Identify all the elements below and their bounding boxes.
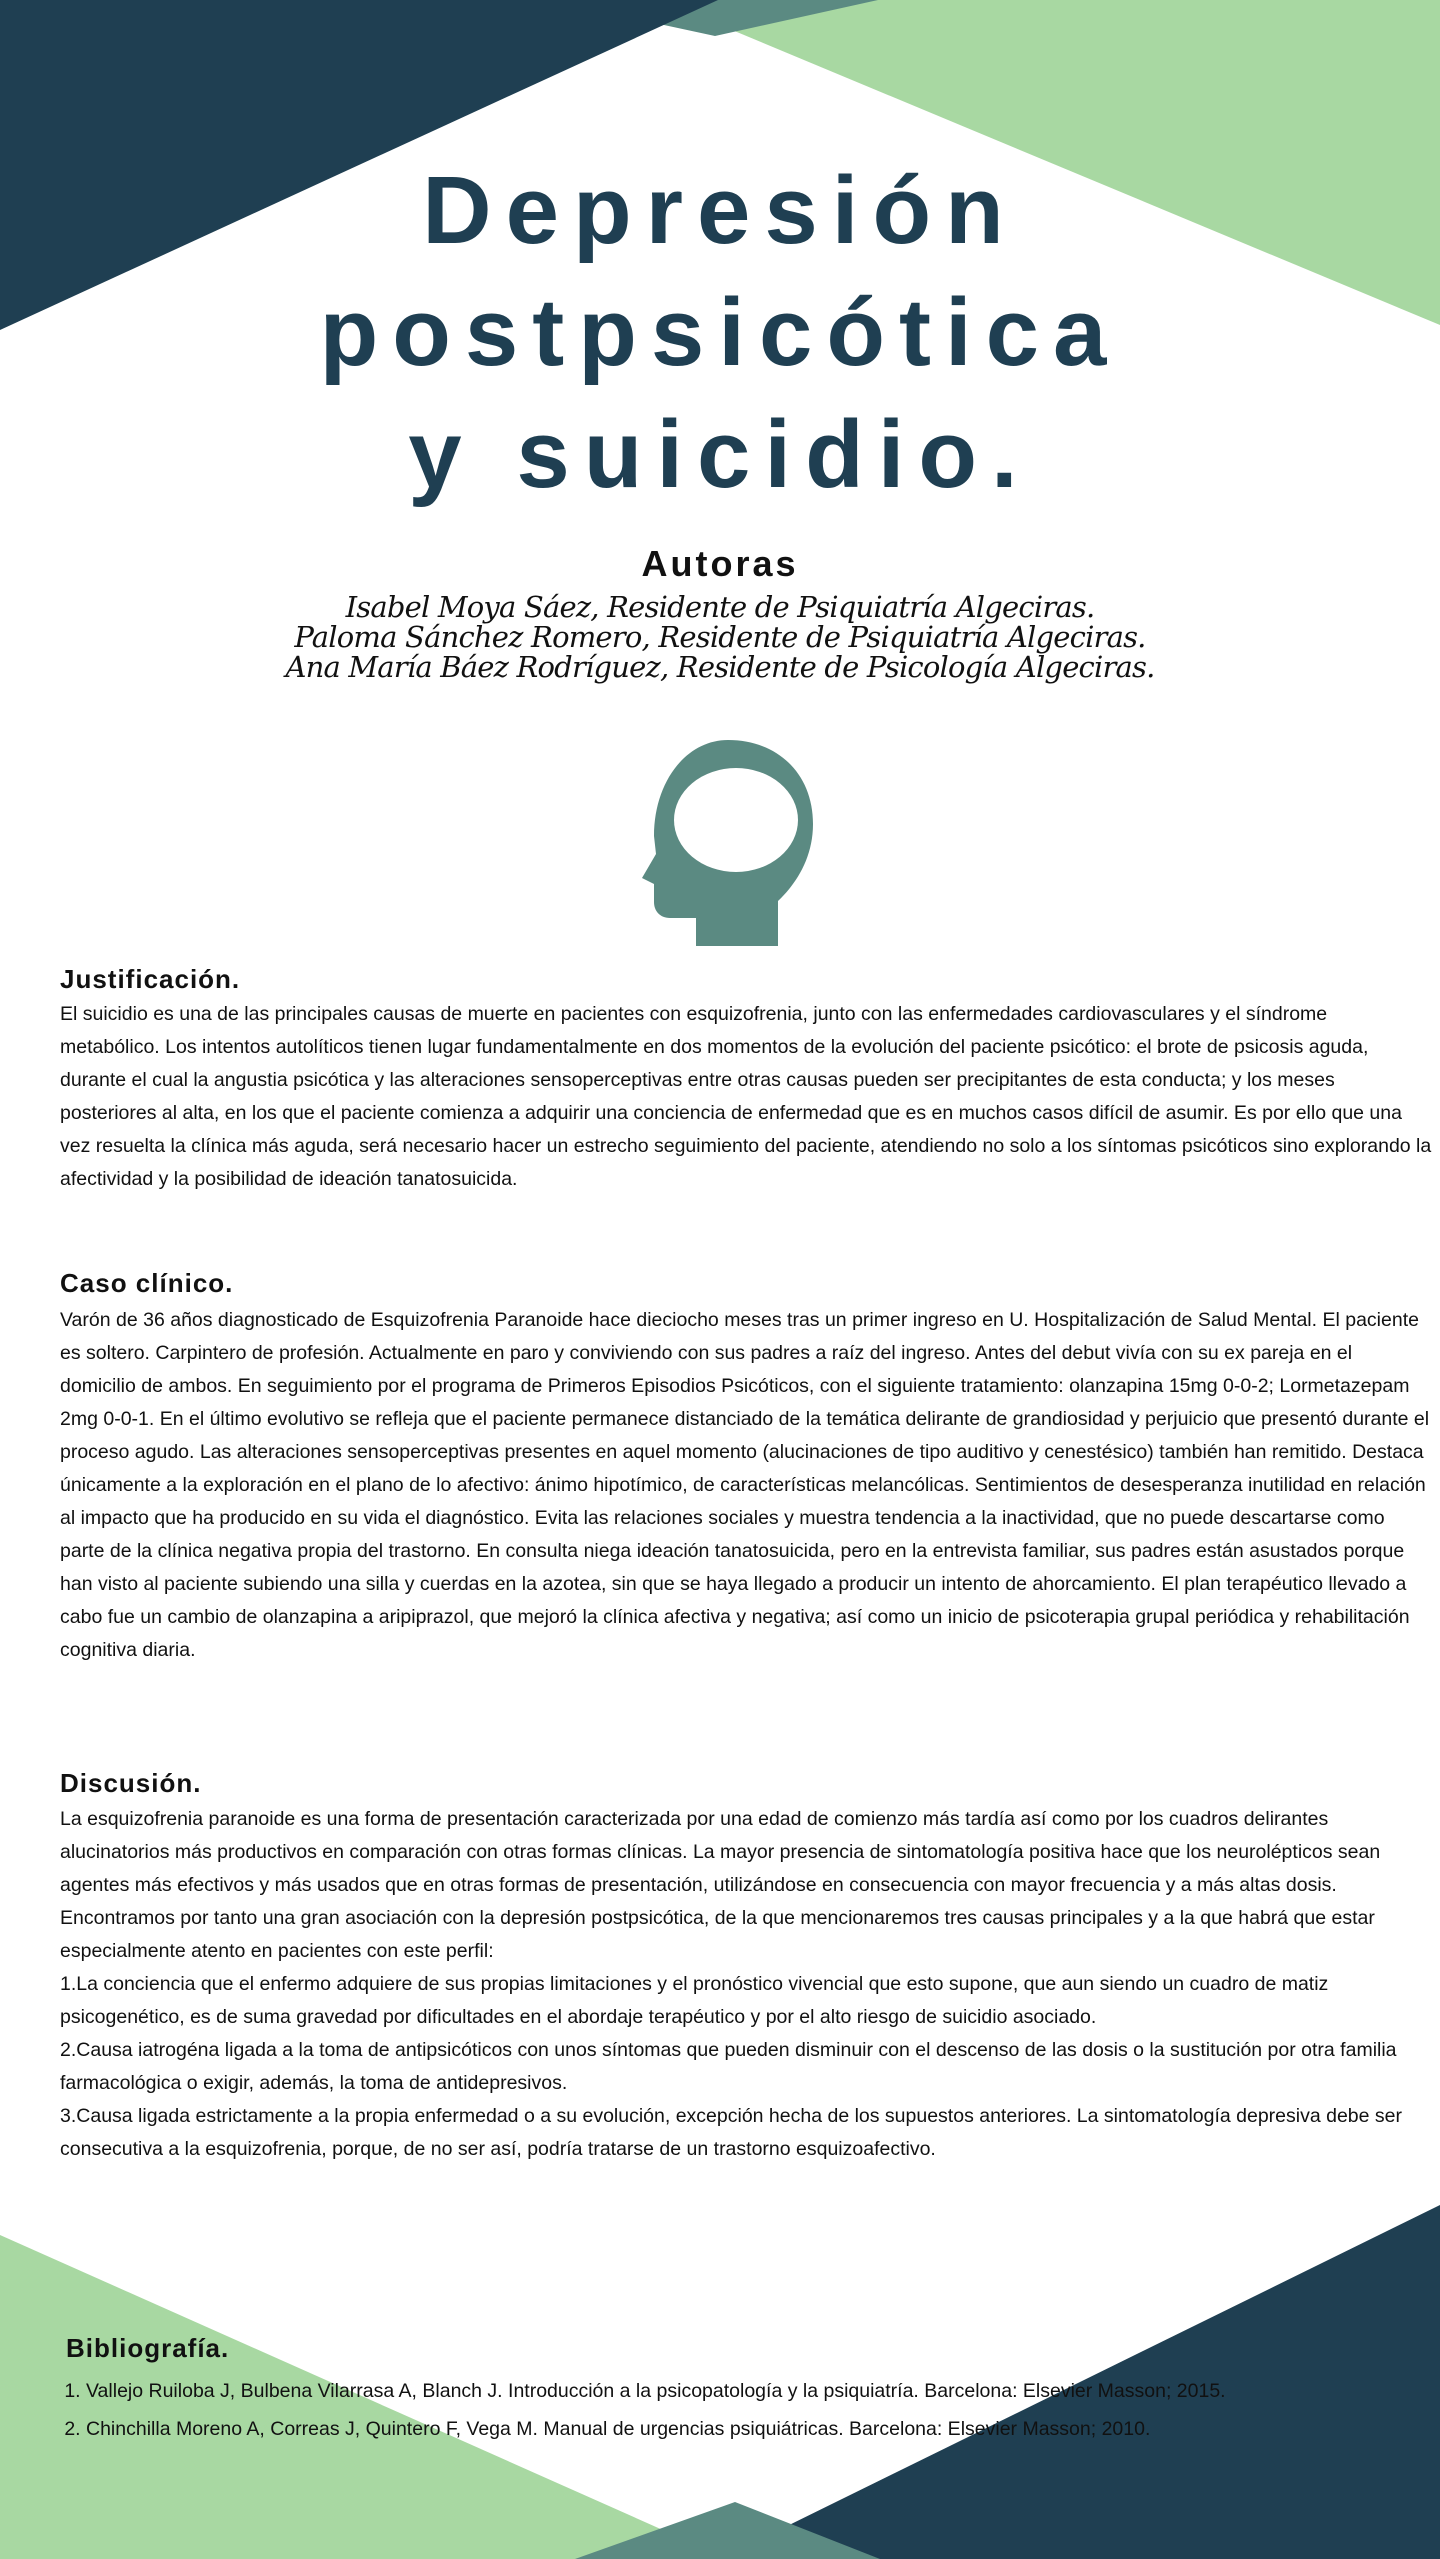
- bibliography-item: 1. Vallejo Ruiloba J, Bulbena Vilarrasa A, Blanch J. Introducción a la psicopatología y la psiquiatría. Barcelona: Elsevier Masson; 2015.: [86, 2376, 1426, 2406]
- section-title-justificacion: Justificación.: [60, 964, 241, 994]
- title-line: y suicidio.: [408, 401, 1032, 508]
- head-brain-icon: [628, 736, 818, 946]
- section-title-discusion: Discusión.: [60, 1768, 202, 1798]
- authors-heading: Autoras: [641, 543, 799, 584]
- paragraph: 1.La conciencia que el enfermo adquiere de sus propias limitaciones y el pronóstico vivencial que esto supone, que aun siendo un cuadro de matiz psicogenético, es de suma gravedad por dificultades en el abordaje terapéutico y por el alto riesgo de suicidio asociado.: [60, 1973, 1329, 2028]
- authors-list: [0, 592, 1440, 682]
- section-title-caso-clinico: Caso clínico.: [60, 1268, 234, 1298]
- section-body-caso-clinico: [60, 1304, 1432, 1667]
- section-body-discusion: [60, 1803, 1432, 2166]
- bibliography-list: [60, 2376, 1426, 2452]
- bibliography-item: 2. Chinchilla Moreno A, Correas J, Quintero F, Vega M. Manual de urgencias psiquiátricas. Barcelona: Elsevier Masson; 2010.: [86, 2414, 1426, 2444]
- author-line: Ana María Báez Rodríguez, Residente de Psicología Algeciras.: [285, 650, 1155, 684]
- paragraph: 2.Causa iatrogéna ligada a la toma de antipsicóticos con unos síntomas que pueden disminuir con el descenso de las dosis o la sustitución por otra familia farmacológica o exigir, además, la toma de antidepresivos.: [60, 2039, 1397, 2094]
- paragraph: El suicidio es una de las principales causas de muerte en pacientes con esquizofrenia, junto con las enfermedades cardiovasculares y el síndrome metabólico. Los intentos autolíticos tienen lugar fundamentalmente en dos momentos de la evolución del paciente psicótico: el brote de psicosis aguda, durante el cual la angustia psicótica y las alteraciones sensoperceptivas entre otras causas pueden ser precipitantes de esta conducta; y los meses posteriores al alta, en los que el paciente comienza a adquirir una conciencia de enfermedad que es en muchos casos difícil de asumir. Es por ello que una vez resuelta la clínica más aguda, será necesario hacer un estrecho seguimiento del paciente, atendiendo no solo a los síntomas psicóticos sino explorando la afectividad y la posibilidad de ideación tanatosuicida.: [60, 1003, 1432, 1190]
- title-line: postpsicótica: [319, 279, 1121, 386]
- bibliography-title: Bibliografía.: [66, 2333, 230, 2363]
- paragraph: Varón de 36 años diagnosticado de Esquizofrenia Paranoide hace dieciocho meses tras un primer ingreso en U. Hospitalización de Salud Mental. El paciente es soltero. Carpintero de profesión. Actualmente en paro y conviviendo con sus padres a raíz del ingreso. Antes del debut vivía con su ex pareja en el domicilio de ambos. En seguimiento por el programa de Primeros Episodios Psicóticos, con el siguiente tratamiento: olanzapina 15mg 0-0-2; Lormetazepam 2mg 0-0-1. En el último evolutivo se refleja que el paciente permanece distanciado de la temática delirante de grandiosidad y perjuicio que presentó durante el proceso agudo. Las alteraciones sensoperceptivas presentes en aquel momento (alucinaciones de tipo auditivo y cenestésico) también han remitido. Destaca únicamente a la exploración en el plano de lo afectivo: ánimo hipotímico, de características melancólicas. Sentimientos de desesperanza inutilidad en relación al impacto que ha producido en su vida el diagnóstico. Evita las relaciones sociales y muestra tendencia a la inactividad, que no puede descartarse como parte de la clínica negativa propia del trastorno. En consulta niega ideación tanatosuicida, pero en la entrevista familiar, sus padres están asustados porque han visto al paciente subiendo una silla y cuerdas en la azotea, sin que se haya llegado a producir un intento de ahorcamiento. El plan terapéutico llevado a cabo fue un cambio de olanzapina a aripiprazol, que mejoró la clínica afectiva y negativa; así como un inicio de psicoterapia grupal periódica y rehabilitación cognitiva diaria.: [60, 1309, 1430, 1661]
- author-line: Isabel Moya Sáez, Residente de Psiquiatría Algeciras.: [345, 590, 1095, 624]
- paragraph: 3.Causa ligada estrictamente a la propia enfermedad o a su evolución, excepción hecha de los supuestos anteriores. La sintomatología depresiva debe ser consecutiva a la esquizofrenia, porque, de no ser así, podría tratarse de un trastorno esquizoafectivo.: [60, 2105, 1402, 2160]
- poster-title: [0, 150, 1440, 516]
- title-line: Depresión: [422, 157, 1018, 264]
- author-line: Paloma Sánchez Romero, Residente de Psiquiatría Algeciras.: [294, 620, 1146, 654]
- paragraph: La esquizofrenia paranoide es una forma de presentación caracterizada por una edad de comienzo más tardía así como por los cuadros delirantes alucinatorios más productivos en comparación con otras formas clínicas. La mayor presencia de sintomatología positiva hace que los neurolépticos sean agentes más efectivos y más usados que en otras formas de presentación, utilizándose en consecuencia con mayor frecuencia y a más altas dosis. Encontramos por tanto una gran asociación con la depresión postpsicótica, de la que mencionaremos tres causas principales y a la que habrá que estar especialmente atento en pacientes con este perfil:: [60, 1808, 1381, 1962]
- section-body-justificacion: [60, 998, 1432, 1196]
